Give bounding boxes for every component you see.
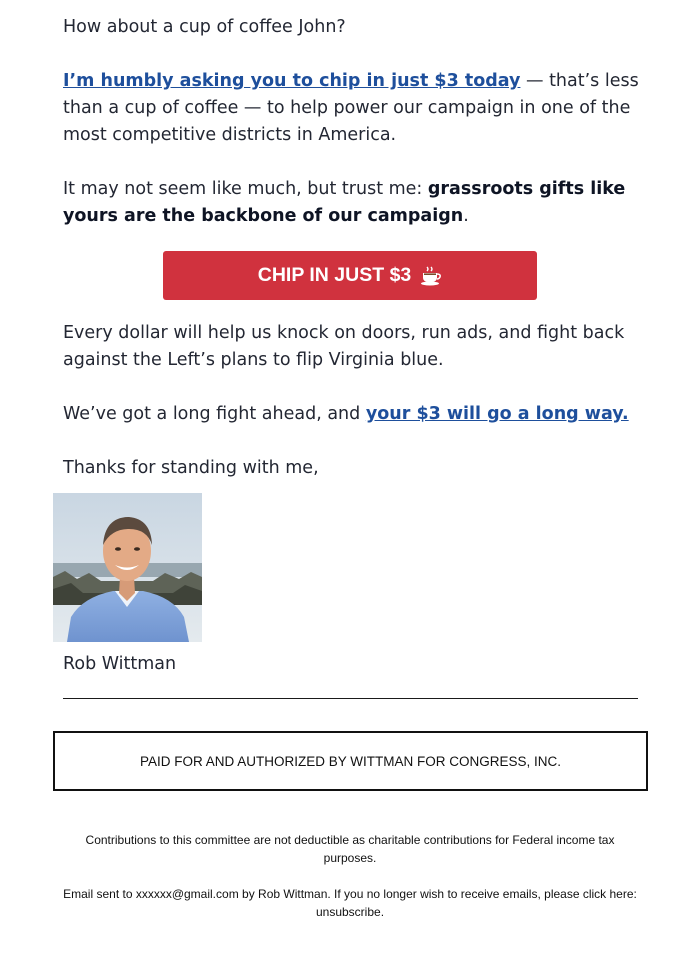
appeal-paragraph-rest: — that’s less than a cup of coffee — to help power our campaign in one of the most competitive districts in America.: [63, 71, 639, 145]
grassroots-end: .: [463, 206, 469, 226]
tax-disclaimer: Contributions to this committee are not deductible as charitable contributions for Federal income tax purposes.: [85, 833, 615, 865]
long-fight-lead: We’ve got a long fight ahead, and: [63, 404, 366, 424]
greeting-text: How about a cup of coffee John?: [63, 17, 346, 37]
email-footer-text: Email sent to xxxxxx@gmail.com by Rob Wittman. If you no longer wish to receive emails, please click here:: [63, 887, 637, 901]
chip-in-button[interactable]: [163, 251, 537, 300]
paid-for-text: PAID FOR AND AUTHORIZED BY WITTMAN FOR CONGRESS, INC.: [139, 753, 562, 769]
footer-divider: [63, 698, 638, 699]
chip-in-button-label: CHIP IN JUST $3: [257, 264, 412, 286]
closing-text: Thanks for standing with me,: [63, 458, 319, 478]
grassroots-lead: It may not seem like much, but trust me:: [63, 179, 428, 199]
coffee-cup-icon: [420, 266, 442, 286]
appeal-paragraph: [63, 68, 643, 149]
grassroots-paragraph: [63, 176, 643, 230]
signature-name: Rob Wittman: [63, 654, 177, 674]
long-way-link[interactable]: your $3 will go a long way.: [365, 404, 629, 424]
grassroots-emphasis: grassroots gifts like yours are the backbone of our campaign: [63, 179, 626, 226]
paid-for-disclaimer-box: [53, 731, 648, 791]
long-fight-paragraph: [63, 401, 643, 428]
email-footer-end: .: [380, 905, 385, 919]
email-footer: [60, 885, 640, 921]
candidate-photo: [53, 493, 202, 642]
every-dollar-paragraph: Every dollar will help us knock on doors, run ads, and fight back against the Left’s plans to flip Virginia blue.: [63, 323, 625, 370]
chip-in-link[interactable]: I’m humbly asking you to chip in just $3 today: [63, 71, 521, 91]
unsubscribe-link[interactable]: unsubscribe: [315, 905, 381, 919]
